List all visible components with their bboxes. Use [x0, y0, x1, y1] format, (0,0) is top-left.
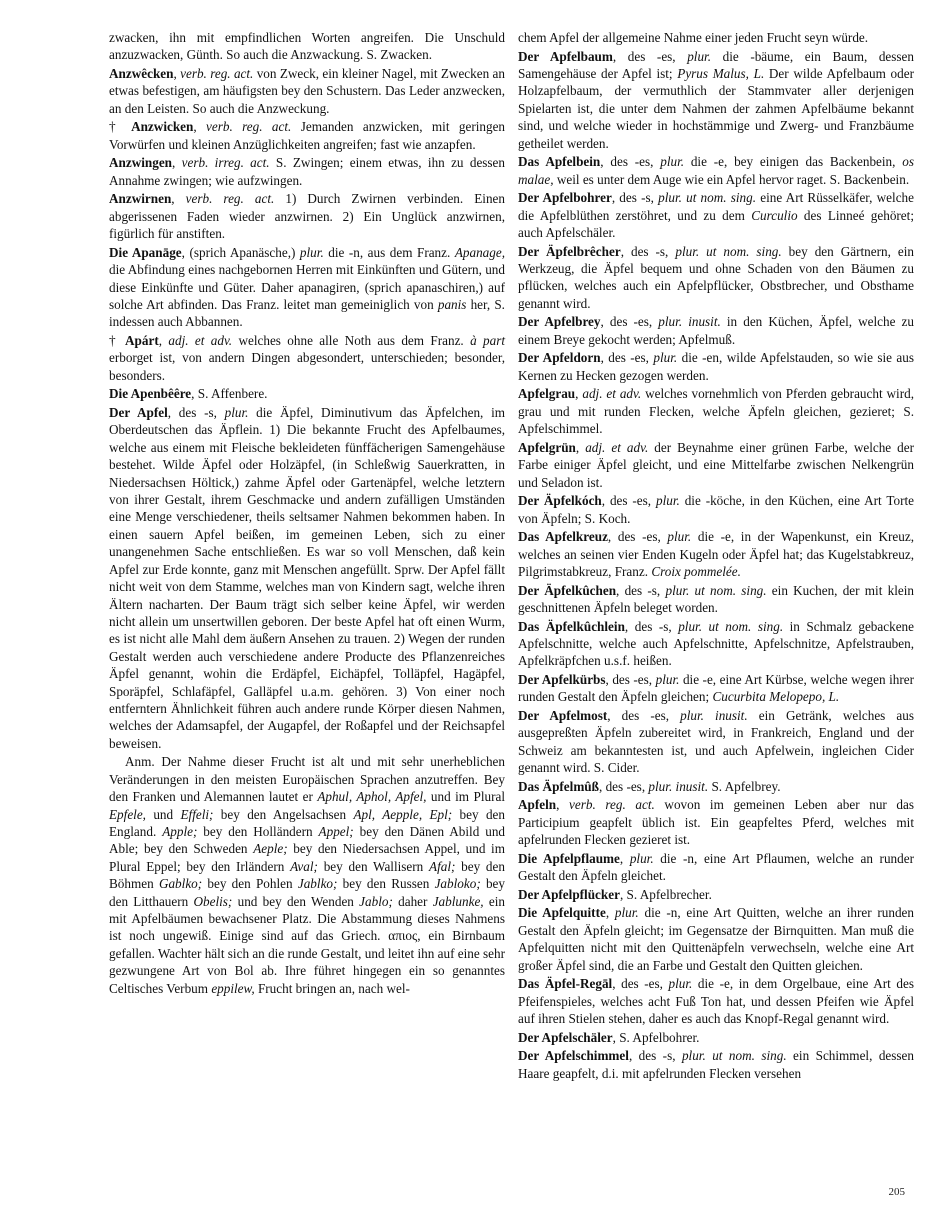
entry-text: , — [172, 155, 182, 171]
entry-text: bey den Holländern — [197, 823, 319, 839]
entry-text: , des -es, — [605, 672, 656, 688]
italic-text: plur. ut nom. sing. — [678, 618, 784, 634]
dictionary-entry — [109, 190, 505, 242]
dictionary-entry — [518, 439, 914, 491]
headword: Apfelgrün — [518, 439, 576, 455]
headword: Anzwêcken — [109, 66, 174, 81]
italic-text: plur. — [667, 529, 692, 545]
entry-text: zwacken, ihn mit empfindlichen Worten angreifen. Die Unschuld anzuzwacken, Günth. So auch die Anzwackung. S. Zwacken. — [109, 30, 505, 63]
dictionary-entry — [518, 29, 914, 46]
entry-text: die -e, eine Art Kürbse, welche wegen ihrer runden Gestalt den Äpfeln gleichen; — [518, 672, 914, 705]
entry-text: Frucht bringen an, nach wel- — [254, 980, 410, 996]
entry-text: welches vornehmlich von Pferden gebraucht wird, grau und mit runden Flecken, welche Äpfeln gleichen, gezieret; S. Apfelschimmel. — [518, 386, 914, 437]
dictionary-entry — [518, 671, 914, 706]
headword: Das Apfelbein — [518, 154, 601, 170]
italic-text: Croix pommelée. — [651, 564, 741, 580]
dictionary-entry — [518, 1047, 914, 1082]
headword: Apfeln — [518, 797, 557, 813]
headword: Der Apfelschimmel — [518, 1048, 629, 1064]
dictionary-entry — [518, 385, 914, 437]
entry-text: und — [145, 806, 181, 822]
entry-text: , des -es, — [601, 493, 656, 509]
entry-text: , des -s, — [167, 405, 225, 421]
italic-text: plur. ut nom. sing. — [665, 582, 767, 598]
entry-text: , S. Apfelbrecher. — [619, 886, 712, 902]
dictionary-entry — [518, 975, 914, 1027]
italic-text: Aeple; — [253, 841, 288, 857]
headword: Der Apfelmost — [518, 708, 608, 724]
italic-text: Afal; — [429, 858, 456, 874]
italic-text: Pyrus Malus, L. — [677, 66, 765, 81]
entry-text: und bey den Wenden — [232, 893, 360, 909]
italic-text: verb. reg. act. — [185, 191, 275, 207]
dictionary-entry — [518, 850, 914, 885]
right-column — [518, 29, 914, 1083]
entry-text: , S. Affenbere. — [191, 386, 268, 402]
entry-text: , des -s, — [628, 1048, 682, 1064]
italic-text: à part — [470, 333, 506, 349]
entry-text: , des -s, — [616, 582, 666, 598]
dictionary-entry — [518, 582, 914, 617]
entry-text: , des -es, — [600, 350, 654, 366]
entry-text: bey den Dänen Abild und Able; bey den Schweden — [109, 823, 506, 857]
italic-text: plur. — [660, 154, 685, 170]
entry-text: , des -es, — [612, 48, 688, 64]
italic-text: verb. reg. act. — [206, 119, 292, 135]
dictionary-entry — [518, 796, 914, 848]
italic-text: Jabloko; — [434, 876, 481, 892]
italic-text: plur. ut nom. sing. — [681, 1048, 787, 1064]
entry-text: die -n, eine Art Pflaumen, welche an runder Gestalt den Äpfeln gleichet. — [518, 850, 914, 884]
italic-text: Jablo; — [359, 893, 393, 909]
italic-text: verb. irreg. act. — [181, 155, 270, 171]
headword: Apfelgrau — [518, 386, 576, 402]
italic-text: plur. ut nom. sing. — [675, 243, 782, 259]
entry-text: , — [575, 386, 583, 402]
entry-text: ein Kuchen, der mit klein geschnittenen Äpfeln beleget worden. — [518, 582, 914, 616]
entry-text: ein mit Apfelbäumen bewachsener Platz. Die Abstammung dieses Nahmens ist noch ungewiß. Einige sind auf das Griech. απιος, ein Birnbaum gefallen. Wachter hält sich an die runde Gestalt, und leitet ihn auf eine sehr gezwungene Art von Bol ab. Ihre führet hingegen ein so genanntes Celtisches Verbum — [109, 893, 506, 996]
page-number: 205 — [888, 1186, 905, 1198]
italic-text: Appel; — [318, 823, 354, 839]
italic-text: Gablko; — [158, 876, 203, 892]
italic-text: plur. — [687, 48, 712, 64]
entry-text: , S. Apfelbohrer. — [612, 1029, 700, 1045]
headword: Der Apfel — [109, 405, 168, 421]
entry-text: bey den Angelsachsen — [213, 806, 354, 822]
headword: Das Apfelkreuz — [518, 529, 608, 545]
dictionary-entry — [109, 385, 505, 402]
entry-text: bey den Niedersachsen Appel, und im Plural Eppel; bey den Irländern — [109, 841, 505, 874]
entry-text: erborget ist, von andern Dingen abgesondert, unterschieden; besonder, besonders. — [109, 350, 505, 383]
italic-text: Aval; — [290, 858, 318, 874]
headword: Anzwingen — [109, 155, 173, 171]
entry-text: bey den Wallisern — [317, 858, 430, 874]
entry-text: ein Schimmel, dessen Haare geapfelt, d.i. mit apfelrunden Flecken versehen — [518, 1048, 914, 1081]
entry-text: die -en, wilde Apfelstauden, so wie sie aus Kernen zu Hecken gezogen werden. — [518, 350, 914, 383]
italic-text: adj. et adv. — [585, 439, 649, 455]
italic-text: Jablko; — [297, 876, 338, 892]
headword: Der Apfeldorn — [518, 350, 601, 366]
entry-text: die -n, aus dem Franz. — [323, 244, 455, 260]
entry-text: 1) Durch Zwirnen verbinden. Einen abgerissenen Faden wieder anzwirnen. 2) Ein Unglück anzwirnen, figürlich für anstiften. — [109, 191, 506, 242]
italic-text: plur. ut nom. sing. — [658, 190, 757, 206]
italic-text: plur. — [655, 493, 680, 509]
italic-text: verb. reg. act. — [180, 66, 254, 81]
headword: Der Apfelschäler — [518, 1029, 613, 1045]
entry-text: † — [109, 119, 132, 135]
entry-text: , des -s, — [624, 618, 679, 634]
headword: Der Apfelpflücker — [518, 886, 620, 902]
headword: Das Äpfelkûchlein — [518, 618, 625, 634]
entry-text: die -köche, in den Küchen, eine Art Torte von Äpfeln; S. Koch. — [518, 493, 915, 526]
entry-text: , des -es, — [600, 154, 661, 170]
entry-text: ein Getränk, welches aus ausgepreßten Äpfeln zubereitet wird, in Frankreich, England und der Schweiz am bekanntesten ist, und auch Apfelwein, ingleichen Cider genannt wird. S. Cider. — [518, 708, 914, 776]
entry-text: , (sprich Apanäsche,) — [181, 244, 300, 260]
dictionary-entry — [518, 349, 914, 384]
dictionary-entry — [109, 753, 505, 997]
italic-text: eppilew, — [211, 980, 255, 996]
dictionary-entry — [518, 313, 914, 348]
italic-text: Apl, Aepple, Epl; — [353, 806, 453, 822]
italic-text: adj. et adv. — [582, 386, 642, 402]
entry-text: , — [619, 850, 630, 866]
entry-text: , — [158, 333, 169, 349]
headword: Anzwicken — [131, 119, 194, 135]
italic-text: plur. inusit. — [648, 778, 709, 794]
entry-text: , des -s, — [611, 190, 659, 206]
headword: Der Apfelkürbs — [518, 672, 606, 688]
italic-text: os malae, — [518, 154, 914, 187]
headword: Der Äpfelbrêcher — [518, 243, 621, 259]
italic-text: Epfele, — [109, 806, 146, 822]
italic-text: plur. inusit. — [658, 314, 721, 330]
dictionary-entry — [518, 528, 914, 580]
italic-text: Aphul, Aphol, Apfel, — [317, 789, 427, 805]
entry-text: , — [173, 66, 181, 81]
dictionary-entry — [109, 332, 505, 384]
dictionary-entry — [518, 778, 914, 795]
headword: Der Äpfelkóch — [518, 493, 602, 509]
entry-text: die Abfindung eines nachgebornen Herren mit Einkünften und Gütern, und diese Einkünfte und Güter. Daher apanagiren, (sprich apanaschiren,) auf solche Art abfinden. Das Franz. leitet man gemeiniglich von — [109, 262, 505, 313]
entry-text: weil es unter dem Auge wie ein Apfel hervor raget. S. Backenbein. — [553, 171, 910, 187]
entry-text: , des -es, — [612, 976, 669, 992]
entry-text: eine Art Rüsselkäfer, welche die Apfelblüthen zerstöhret, und zu dem — [518, 190, 914, 223]
entry-text: her, S. indessen auch Abbannen. — [109, 297, 505, 330]
italic-text: Jablunke, — [432, 893, 484, 909]
left-column — [109, 29, 505, 998]
entry-text: † — [109, 333, 126, 349]
dictionary-entry — [518, 243, 914, 313]
italic-text: Obelis; — [193, 893, 233, 909]
entry-text: , des -es, — [607, 708, 681, 724]
italic-text: plur. — [299, 244, 324, 260]
entry-text: , — [171, 191, 186, 207]
dictionary-entry — [518, 1029, 914, 1046]
entry-text: welches ohne alle Noth aus dem Franz. — [232, 333, 471, 349]
entry-text: in den Küchen, Äpfel, welche zu einem Breye gekocht werden; Apfelmuß. — [518, 314, 914, 347]
italic-text: plur. — [655, 672, 680, 688]
entry-text: bey den Litthauern — [109, 876, 506, 909]
headword: Die Apenbêêre — [109, 386, 192, 402]
entry-text: in Schmalz gebackene Apfelschnitte, welche auch Apfelschnitte, Apfelschnitze, Apfelstrauben, Apfelkräpfchen u.s.f. heißen. — [518, 618, 914, 669]
headword: Die Apfelpflaume — [518, 850, 620, 866]
italic-text: plur. — [653, 350, 678, 366]
entry-text: die -e, bey einigen das Backenbein, — [684, 154, 903, 170]
headword: Der Apfelbaum — [518, 48, 613, 64]
dictionary-entry — [518, 153, 914, 188]
entry-text: , — [556, 797, 570, 813]
entry-text: , — [575, 439, 586, 455]
italic-text: verb. reg. act. — [569, 797, 655, 813]
italic-text: adj. et adv. — [168, 333, 233, 349]
entry-text: der Beynahme einer grünen Farbe, welche der Farbe einiger Äpfel gleicht, und eine Mittelfarbe zwischen Nelkengrün und Seladon ist. — [518, 439, 915, 490]
italic-text: Curculio — [751, 207, 798, 223]
entry-text: Anm. Der Nahme dieser Frucht ist alt und mit sehr unerheblichen Veränderungen in den meisten Europäischen Sprachen anzutreffen. Bey den Franken und Alemannen lautet er — [109, 754, 505, 805]
dictionary-entry — [109, 154, 505, 189]
italic-text: plur. — [668, 976, 693, 992]
entry-text: die Äpfel, Diminutivum das Äpfelchen, im Oberdeutschen das Äpflein. 1) Die bekannte Frucht des Apfelbaumes, welche aus einem mit Fleische bekleideten fünffächerigen Samengehäuse bestehet. Wilde Äpfel oder Holzäpfel, (in Schleßwig Sauerkratten, in Niedersachsen Höltick,) zahme Äpfel oder Gartenäpfel, welche letztern von ihrer Gestalt, ihrem Geschmacke und andern zufälligen Umständen eine Menge verschiedener, theils seltsamer Nahmen bekommen haben. In einen sauern Apfel beißen, im gemeinen Leben, sich zu einer unangenehmen Sache entschließen. Es war so voll Menschen, daß kein Apfel zur Erde konnte, ganz mit Menschen angefüllt. Sprw. Der Apfel fällt nicht weit von dem Stamme, welches man von Kindern sagt, welche ihren Ältern nacharten. Der Baum trägt sich selber keine Äpfel, wir werden nicht allein um unsertwillen geboren. Der beste Apfel hat oft einen Wurm, es ist nicht alle Mahl dem äußern Ansehen zu trauen. 2) Wegen der runden Gestalt werden auch verschiedene andere Producte des Pflanzenreiches Äpfel genannt, wohin die Erdäpfel, Eichäpfel, Tolläpfel, Hagäpfel, Sporäpfel, Schlafäpfel, Galläpfel u.a.m. gehören. 3) Von einer noch entferntern Ähnlichkeit führen auch andere runde Körper diesen Nahmen, welches der Adamsapfel, der Augapfel, der Roßapfel und der Reichsapfel beweisen. — [109, 405, 505, 751]
entry-text: wovon im gemeinen Leben aber nur das Participium geapfelt üblich ist. Ein geapfeltes Pferd, welches mit apfelrunden Flecken gezieret ist. — [518, 797, 914, 848]
dictionary-entry — [518, 886, 914, 903]
entry-text: die -e, in dem Orgelbaue, eine Art des Pfeifenspieles, welches acht Fuß Ton hat, und dessen Pfeifen wie Äpfel auf ihren Stielen stehen, daher es auch das Knopf-Regal genannt wird. — [518, 976, 914, 1027]
dictionary-entry — [109, 29, 505, 64]
headword: Das Äpfel-Regāl — [518, 976, 613, 992]
headword: Der Apfelbrey — [518, 314, 601, 330]
headword: Die Apfelquitte — [518, 905, 606, 921]
entry-text: , — [193, 119, 207, 135]
dictionary-entry — [109, 244, 505, 331]
entry-text: von Zweck, ein kleiner Nagel, mit Zwecken an etwas befestigen, am häufigsten bey den Schustern. Das Leder anzwecken, an den Leisten. So auch die Anzweckung. — [109, 66, 506, 116]
entry-text: des Linneé gehöret; auch Apfelschäler. — [518, 207, 914, 241]
dictionary-entry — [109, 65, 505, 117]
entry-text: und im Plural — [426, 789, 505, 805]
italic-text: plur. — [614, 905, 639, 921]
entry-text: , des -es, — [598, 778, 649, 794]
entry-text: chem Apfel der allgemeine Nahme einer jeden Frucht seyn würde. — [518, 30, 869, 45]
dictionary-entry — [518, 618, 914, 670]
italic-text: plur. — [224, 405, 249, 421]
headword: Apárt — [125, 333, 159, 349]
entry-text: , des -es, — [607, 529, 668, 545]
headword: Anzwirnen — [109, 191, 172, 207]
entry-text: Jemanden anzwicken, mit geringen Vorwürfen und kleinen Anzüglichkeiten angreifen; fast wie anzapfen. — [109, 119, 506, 152]
headword: Der Apfelbohrer — [518, 190, 612, 206]
italic-text: Effeli; — [180, 806, 214, 822]
entry-text: , des -es, — [600, 314, 659, 330]
entry-text: die -e, in der Wapenkunst, ein Kreuz, welches an seinen vier Enden Kugeln oder Äpfel hat; das Kugelstabkreuz, Pilgrimstabkreuz, Franz. — [518, 529, 914, 580]
entry-text: , — [605, 905, 615, 921]
dictionary-entry — [109, 118, 505, 153]
italic-text: panis — [437, 297, 467, 313]
entry-text: S. Apfelbrey. — [708, 778, 781, 794]
dictionary-entry — [518, 707, 914, 777]
headword: Der Äpfelkûchen — [518, 582, 617, 598]
entry-text: bey den Pohlen — [202, 876, 298, 892]
entry-text: die -bäume, ein Baum, dessen Samengehäuse der Apfel ist; — [518, 48, 914, 81]
entry-text: , des -s, — [620, 243, 676, 259]
italic-text: Cucurbita Melopepo, L. — [712, 689, 840, 705]
dictionary-entry — [518, 904, 914, 974]
dictionary-entry — [518, 189, 914, 241]
italic-text: Apanage, — [454, 244, 506, 260]
headword: Das Äpfelmûß — [518, 778, 599, 794]
entry-text: die -n, eine Art Quitten, welche an ihrer runden Gestalt den Äpfeln gleicht; im Gegensatze der Birnquitten. Man muß die Apfelquitten nicht mit den Quittenäpfeln verwechseln, welche eine Art großer Äpfel sind, die an Farbe und Gestalt den Quitten gleichen. — [518, 905, 915, 973]
italic-text: plur. inusit. — [680, 708, 748, 724]
italic-text: Apple; — [162, 823, 198, 839]
entry-text: bey den England. — [109, 806, 505, 839]
dictionary-entry — [518, 492, 914, 527]
dictionary-entry — [518, 48, 914, 152]
entry-text: Der wilde Apfelbaum oder Holzapfelbaum, der vermuthlich der Stammvater aller derjenigen Spielarten ist, die unter dem Nahmen der zahmen Apfelbäume bekannt sind, und welche wieder in hochstämmige und Zwerg- und Franzbäume getheilet werden. — [518, 66, 914, 151]
italic-text: plur. — [629, 850, 654, 866]
entry-text: bey den Böhmen — [109, 858, 505, 892]
headword: Die Apanāge — [109, 244, 182, 260]
entry-text: S. Zwingen; einem etwas, ihn zu dessen Annahme zwingen; wie aufzwingen. — [109, 155, 506, 188]
entry-text: bey den Russen — [337, 876, 435, 892]
dictionary-entry — [109, 404, 505, 752]
entry-text: bey den Gärtnern, ein Werkzeug, die Äpfel bequem und ohne Schaden von den Bäumen zu pflücken, welches auch ein Apfelpflücker, Obstbrecher, und Obsthame genannt wird. — [518, 243, 914, 311]
entry-text: daher — [392, 893, 433, 909]
